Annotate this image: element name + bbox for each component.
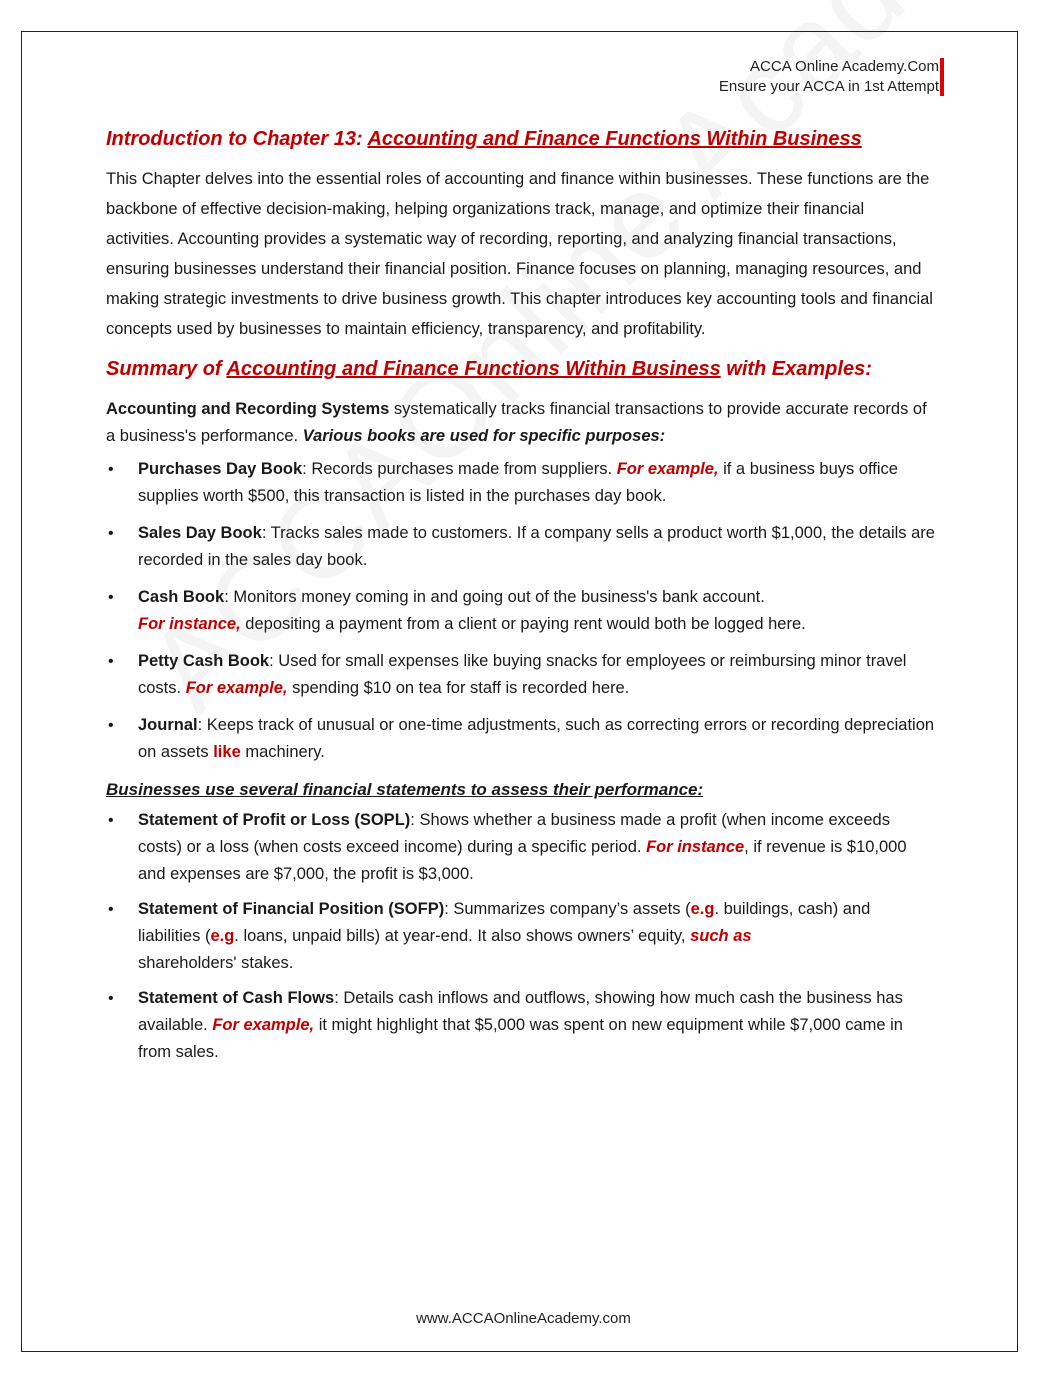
list-item-sopl: [106, 807, 936, 888]
summary-lead-paragraph: [106, 396, 936, 450]
book-emphasis: like: [213, 743, 241, 761]
summary-heading: [106, 354, 936, 384]
book-emphasis: For example,: [616, 460, 719, 478]
summary-heading-suffix: with Examples:: [720, 358, 872, 380]
statement-emphasis: such as: [690, 927, 752, 945]
statements-list: [106, 807, 936, 1066]
list-item-purchases-day-book: [106, 456, 936, 510]
statement-text: . loans, unpaid bills) at year-end. It also shows owners’ equity,: [234, 927, 691, 945]
intro-heading-prefix: Introduction to Chapter 13:: [106, 128, 368, 150]
book-term: Petty Cash Book: [138, 652, 270, 670]
list-item-cash-flows: [106, 985, 936, 1066]
book-text: : Records purchases made from suppliers.: [302, 460, 617, 478]
header-tagline: Ensure your ACCA in 1st Attempt: [718, 78, 939, 95]
summary-lead-emphasis: Various books are used for specific purposes:: [302, 427, 666, 445]
statements-heading: Businesses use several financial statements to assess their performance:: [106, 780, 704, 799]
intro-paragraph: This Chapter delves into the essential roles of accounting and finance within businesses. These functions are the backbone of effective decision-making, helping organizations track, manage, and optimize their financial activities. Accounting provides a systematic way of recording, reporting, and analyzing financial transactions, ensuring businesses understand their financial position. Finance focuses on planning, managing resources, and making strategic investments to drive business growth. This chapter introduces key accounting tools and financial concepts used by businesses to maintain efficiency, transparency, and profitability.: [106, 170, 933, 338]
intro-heading-topic: Accounting and Finance Functions Within Business: [367, 128, 862, 150]
statement-term: Statement of Profit or Loss (SOPL): [138, 811, 411, 829]
book-term: Sales Day Book: [138, 524, 262, 542]
book-text: : Used for small expenses like buying snacks for employees or reimbursing minor travel costs.: [138, 652, 907, 697]
statement-text: : Details cash inflows and outflows, showing how much cash the business has available.: [138, 989, 903, 1034]
book-term: Purchases Day Book: [138, 460, 303, 478]
list-item-sofp: [106, 896, 936, 977]
summary-lead-term: Accounting and Recording Systems: [106, 400, 390, 418]
summary-lead-text: systematically tracks financial transactions to provide accurate records of a business's performance.: [106, 400, 927, 445]
header-site-name: ACCA Online Academy.Com: [750, 58, 939, 75]
statement-text: : Summarizes company’s assets (: [444, 900, 691, 918]
book-emphasis: For instance,: [138, 615, 241, 633]
book-text-after: if a business buys office supplies worth $500, this transaction is listed in the purchases day book.: [138, 460, 898, 505]
book-term: Journal: [138, 716, 198, 734]
statement-text-after: shareholders' stakes.: [138, 954, 294, 972]
book-text: : Tracks sales made to customers. If a company sells a product worth $1,000, the details are recorded in the sales day book.: [138, 524, 935, 569]
statement-text: : Shows whether a business made a profit (when income exceeds costs) or a loss (when costs exceed income) during a specific period.: [138, 811, 890, 856]
statement-text-after: it might highlight that $5,000 was spent on new equipment while $7,000 came in from sales.: [138, 1016, 903, 1061]
book-emphasis: For example,: [185, 679, 288, 697]
statement-eg: e.g: [690, 900, 715, 918]
book-text-after: machinery.: [240, 743, 325, 761]
book-text: : Keeps track of unusual or one-time adjustments, such as correcting errors or recording depreciation on assets: [138, 716, 935, 761]
statement-eg: e.g: [210, 927, 235, 945]
books-list: [106, 456, 936, 766]
summary-heading-prefix: Summary of: [106, 358, 227, 380]
page-content: [106, 124, 936, 1074]
header-accent-bar: [940, 58, 944, 96]
statement-emphasis: For example,: [212, 1016, 315, 1034]
list-item-petty-cash-book: [106, 648, 936, 702]
statement-term: Statement of Cash Flows: [138, 989, 335, 1007]
book-text: : Monitors money coming in and going out of the business's bank account.: [224, 588, 765, 606]
list-item-cash-book: [106, 584, 936, 638]
page-header: [719, 57, 939, 97]
statement-text: . buildings, cash) and liabilities (: [138, 900, 871, 945]
book-text-after: depositing a payment from a client or paying rent would both be logged here.: [240, 615, 806, 633]
list-item-journal: [106, 712, 936, 766]
intro-heading: [106, 124, 936, 154]
list-item-sales-day-book: [106, 520, 936, 574]
statement-text-after: , if revenue is $10,000 and expenses are $7,000, the profit is $3,000.: [138, 838, 907, 883]
page-footer-url: www.ACCAOnlineAcademy.com: [416, 1310, 631, 1327]
statement-emphasis: For instance: [646, 838, 745, 856]
statement-term: Statement of Financial Position (SOFP): [138, 900, 445, 918]
summary-heading-topic: Accounting and Finance Functions Within Business: [226, 358, 721, 380]
book-term: Cash Book: [138, 588, 225, 606]
book-text-after: spending $10 on tea for staff is recorded here.: [287, 679, 630, 697]
